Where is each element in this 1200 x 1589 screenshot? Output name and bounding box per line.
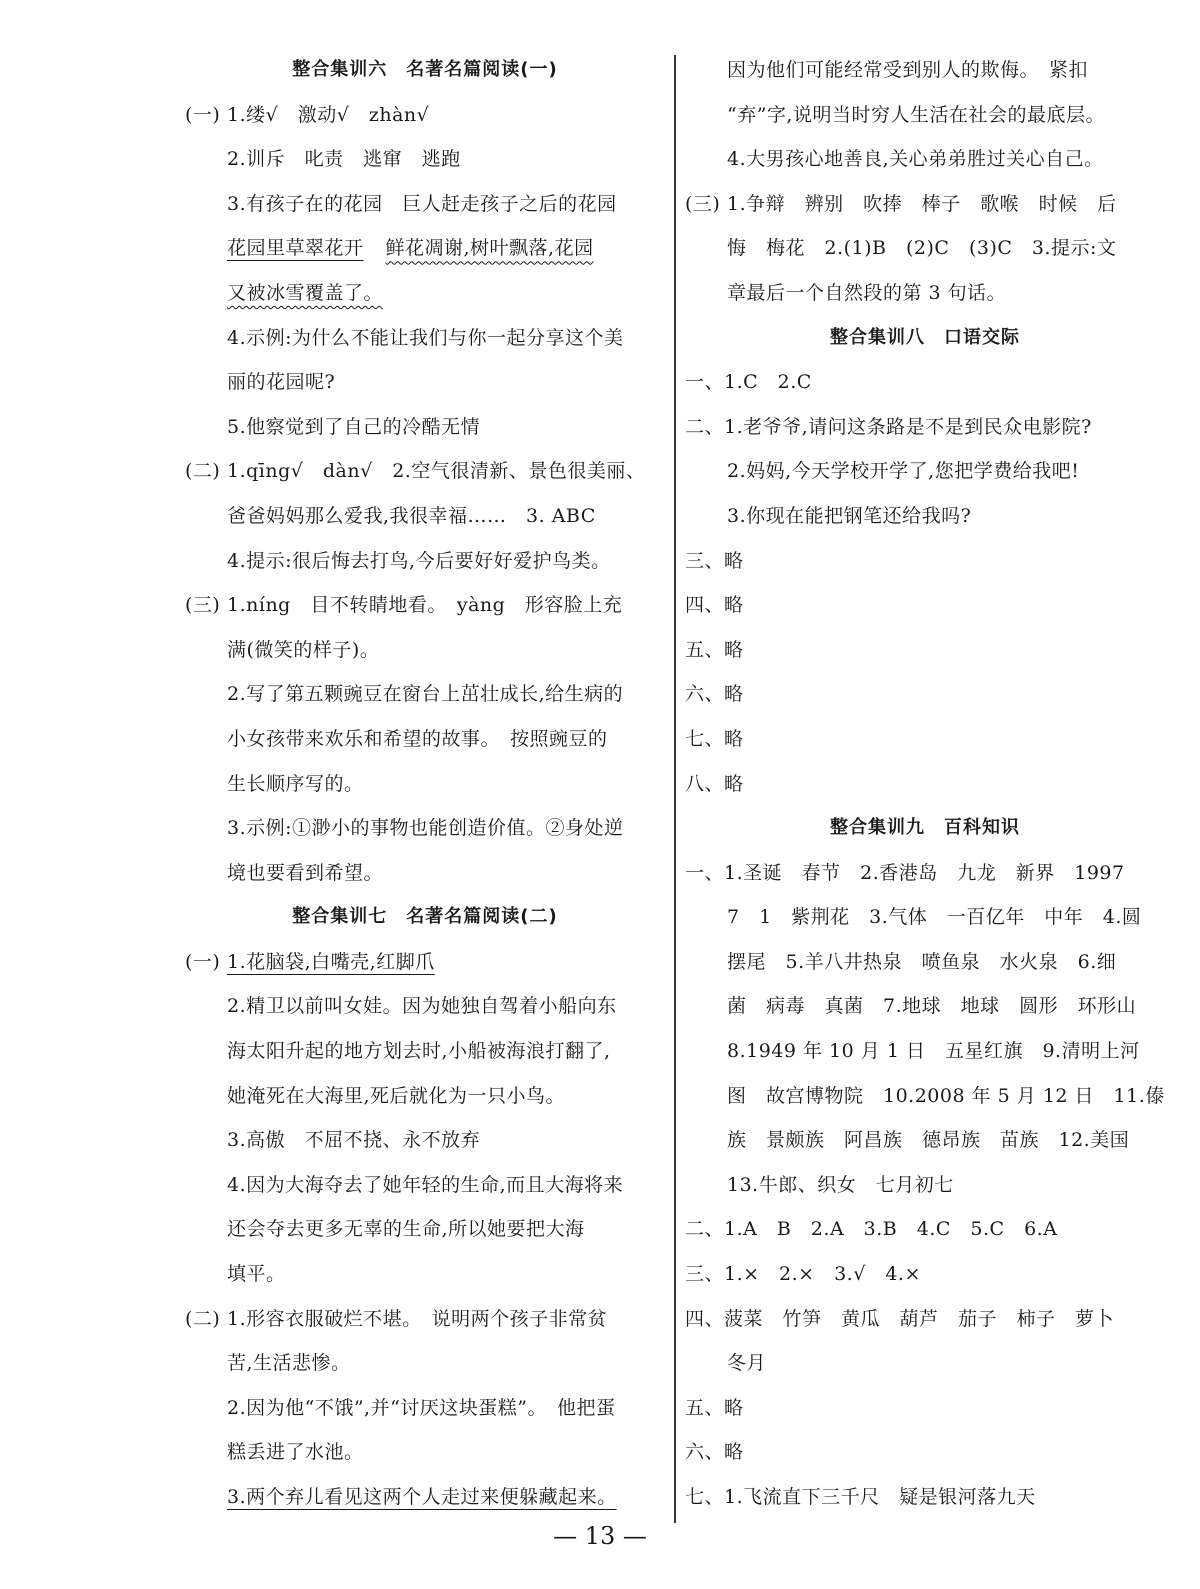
answer-line: 还会夺去更多无辜的生命,所以她要把大海	[227, 1218, 585, 1241]
answer-line: 4.大男孩心地善良,关心弟弟胜过关心自己。	[727, 148, 1104, 171]
answer-line: 三、略	[685, 549, 744, 572]
answer-line: 2.因为他“不饿”,并“讨厌这块蛋糕”。 他把蛋	[227, 1396, 616, 1419]
left-column	[185, 48, 665, 1520]
answer-line: 二、1.老爷爷,请问这条路是不是到民众电影院?	[685, 415, 1092, 438]
answer-line: 图 故宫博物院 10.2008 年 5 月 12 日 11.傣	[727, 1084, 1165, 1107]
answer-line	[685, 182, 1165, 227]
answer-line: 冬月	[727, 1352, 767, 1375]
answer-line: 五、略	[685, 638, 744, 661]
part-label: (二)	[185, 1307, 221, 1330]
answer-text: 1.争辩 辨别 吹捧 棒子 歌喉 时候 后	[727, 192, 1117, 215]
answer-line: 摆尾 5.羊八井热泉 喷鱼泉 水火泉 6.细	[727, 950, 1117, 973]
part-label: (三)	[685, 192, 721, 215]
answer-line: 二、1.A B 2.A 3.B 4.C 5.C 6.A	[685, 1218, 1058, 1241]
answer-line: 填平。	[227, 1263, 286, 1286]
answer-line: 她淹死在大海里,死后就化为一只小鸟。	[227, 1084, 566, 1107]
underlined-answer: 3.两个弃儿看见这两个人走过来便躲藏起来。	[227, 1486, 617, 1508]
answer-line	[185, 940, 665, 985]
answer-line: 13.牛郎、织女 七月初七	[727, 1173, 954, 1196]
answer-line: 章最后一个自然段的第 3 句话。	[727, 281, 1007, 304]
answer-line: 3.你现在能把钢笔还给我吗?	[727, 504, 972, 527]
column-divider	[674, 55, 676, 1523]
wavy-underlined-answer: 又被冰雪覆盖了。	[227, 281, 384, 304]
answer-line: 六、略	[685, 1441, 744, 1464]
answer-line: 3.有孩子在的花园 巨人赶走孩子之后的花园	[227, 192, 617, 215]
answer-line	[185, 583, 665, 628]
answer-line	[185, 271, 665, 316]
right-column	[685, 48, 1165, 1520]
answer-line: 4.因为大海夺去了她年轻的生命,而且大海将来	[227, 1173, 624, 1196]
answer-line: 悔 梅花 2.(1)B (2)C (3)C 3.提示:文	[727, 237, 1117, 260]
answer-line: 七、1.飞流直下三千尺 疑是银河落九天	[685, 1486, 1036, 1508]
answer-text: 1.qīng√ dàn√ 2.空气很清新、景色很美丽、	[227, 460, 646, 483]
answer-line: 六、略	[685, 683, 744, 706]
answer-line: 菌 病毒 真菌 7.地球 地球 圆形 环形山	[727, 995, 1137, 1018]
answer-line: 四、菠菜 竹笋 黄瓜 葫芦 茄子 柿子 萝卜	[685, 1307, 1115, 1330]
answer-line: 2.妈妈,今天学校开学了,您把学费给我吧!	[727, 460, 1080, 483]
underlined-answer: 花园里草翠花开	[227, 237, 364, 260]
answer-line	[185, 1475, 665, 1520]
section-title-7: 整合集训七 名著名篇阅读(二)	[292, 906, 558, 928]
answer-line: 生长顺序写的。	[227, 772, 364, 795]
answer-line	[185, 449, 665, 494]
answer-line: 2.写了第五颗豌豆在窗台上茁壮成长,给生病的	[227, 683, 624, 706]
answer-line: 丽的花园呢?	[227, 371, 336, 394]
answer-line: 一、1.C 2.C	[685, 371, 812, 394]
answer-text: 1.缕√ 激动√ zhàn√	[227, 103, 430, 126]
answer-line: 族 景颇族 阿昌族 德昂族 苗族 12.美国	[727, 1129, 1130, 1152]
answer-line: 一、1.圣诞 春节 2.香港岛 九龙 新界 1997	[685, 861, 1125, 884]
answer-line: 满(微笑的样子)。	[227, 638, 380, 661]
part-label: (一)	[185, 950, 221, 973]
answer-line: 五、略	[685, 1396, 744, 1419]
answer-line: 3.高傲 不屈不挠、永不放弃	[227, 1129, 481, 1152]
answer-line: 2.训斥 叱责 逃窜 逃跑	[227, 148, 461, 171]
answer-line: 2.精卫以前叫女娃。因为她独自驾着小船向东	[227, 995, 617, 1018]
answer-line: “弃”字,说明当时穷人生活在社会的最底层。	[727, 103, 1105, 126]
answer-line: 小女孩带来欢乐和希望的故事。 按照豌豆的	[227, 727, 608, 750]
page-number: — 13 —	[553, 1522, 647, 1550]
answer-line	[185, 1297, 665, 1342]
answer-line: 糕丢进了水池。	[227, 1441, 364, 1464]
answer-line	[185, 93, 665, 138]
part-label: (二)	[185, 460, 221, 483]
answer-line: 七、略	[685, 727, 744, 750]
section-title-9: 整合集训九 百科知识	[830, 817, 1020, 839]
answer-line: 因为他们可能经常受到别人的欺侮。 紧扣	[727, 59, 1089, 81]
underlined-answer: 1.花脑袋,白嘴壳,红脚爪	[227, 950, 435, 973]
answer-line: 4.示例:为什么不能让我们与你一起分享这个美	[227, 326, 624, 349]
answer-line: 八、略	[685, 772, 744, 795]
wavy-underlined-answer: 鲜花凋谢,树叶飘落,花园	[385, 237, 594, 260]
section-title-8: 整合集训八 口语交际	[830, 326, 1020, 348]
answer-line: 海太阳升起的地方划去时,小船被海浪打翻了,	[227, 1040, 611, 1063]
answer-line	[185, 226, 665, 271]
part-label: (一)	[185, 103, 221, 126]
answer-line: 5.他察觉到了自己的冷酷无情	[227, 415, 481, 438]
answer-line: 7 1 紫荆花 3.气体 一百亿年 中年 4.圆	[727, 906, 1142, 929]
answer-line: 4.提示:很后悔去打鸟,今后要好好爱护鸟类。	[227, 549, 611, 572]
part-label: (三)	[185, 594, 221, 617]
answer-text: 1.níng 目不转睛地看。 yàng 形容脸上充	[227, 594, 623, 617]
answer-text: 1.形容衣服破烂不堪。 说明两个孩子非常贫	[227, 1307, 608, 1330]
answer-line: 四、略	[685, 594, 744, 617]
answer-line: 爸爸妈妈那么爱我,我很幸福…… 3. ABC	[227, 504, 596, 527]
answer-line: 苦,生活悲惨。	[227, 1352, 351, 1375]
answer-line: 8.1949 年 10 月 1 日 五星红旗 9.清明上河	[727, 1040, 1140, 1063]
answer-line: 3.示例:①渺小的事物也能创造价值。②身处逆	[227, 817, 624, 840]
answer-line: 三、1.× 2.× 3.√ 4.×	[685, 1263, 921, 1286]
answer-line: 境也要看到希望。	[227, 861, 384, 884]
section-title-6: 整合集训六 名著名篇阅读(一)	[292, 59, 558, 80]
